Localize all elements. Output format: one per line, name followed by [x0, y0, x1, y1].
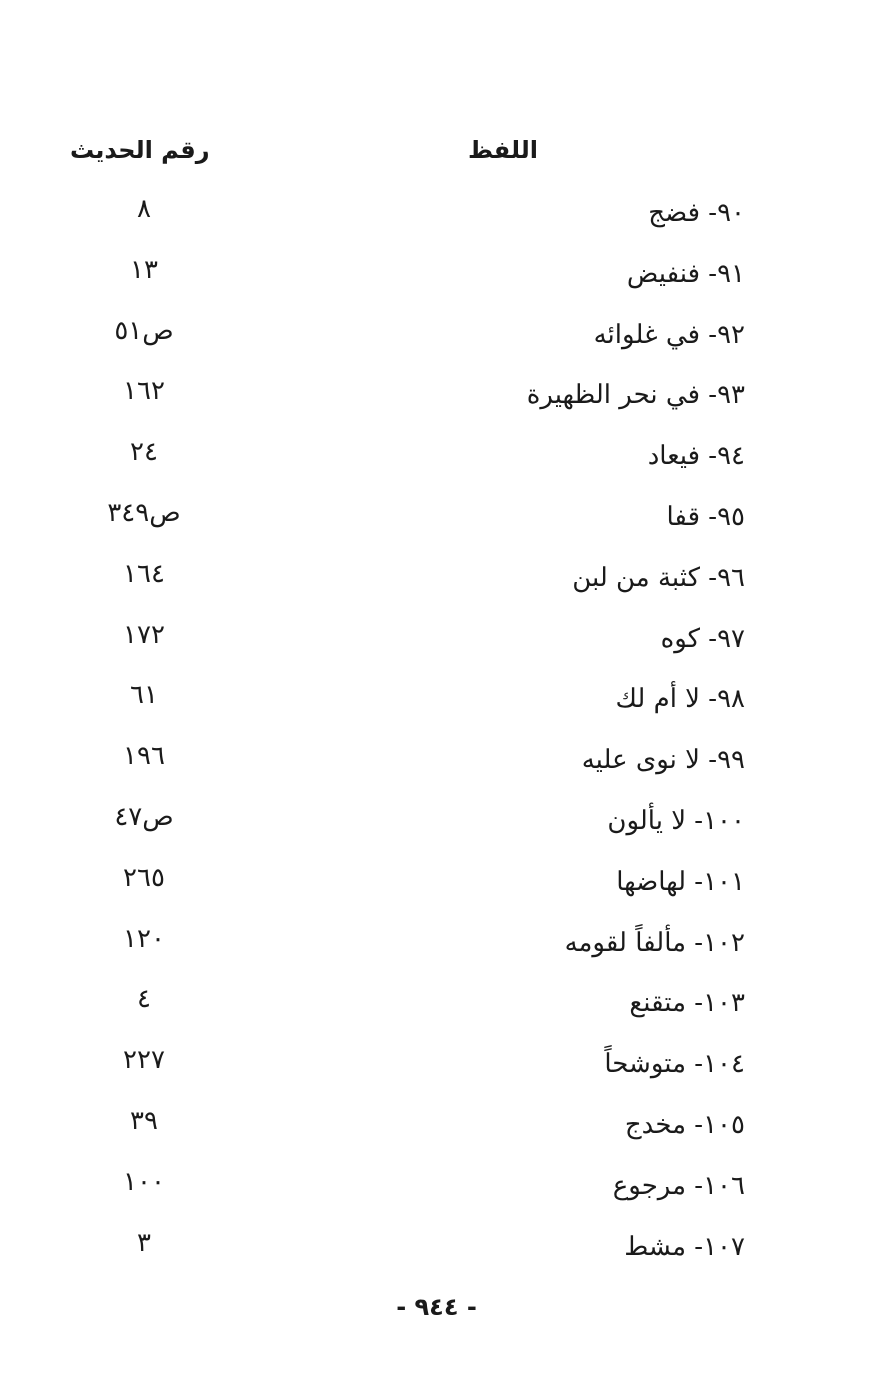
hadith-number: ٢٢٧	[123, 1045, 165, 1076]
index-term: ١٠١- لهاضها	[616, 866, 745, 897]
index-row	[0, 251, 873, 312]
index-list	[0, 190, 873, 1284]
index-term: ٩٠- فضج	[648, 198, 745, 228]
hadith-number: ٢٦٥	[123, 862, 165, 893]
hadith-number: ١٢٠	[123, 923, 165, 954]
index-row	[0, 190, 873, 251]
index-row	[0, 372, 873, 433]
index-term: ١٠٠- لا يألون	[607, 805, 745, 836]
index-row	[0, 616, 873, 677]
index-term: ١٠٤- متوشحاً	[604, 1049, 745, 1080]
hadith-number: ١٧٢	[123, 619, 165, 650]
index-term: ٩٨- لا أم لك	[615, 684, 745, 715]
index-row	[0, 1224, 873, 1285]
index-term: ٩٩- لا نوى عليه	[581, 745, 745, 776]
index-row	[0, 494, 873, 555]
index-row	[0, 980, 873, 1041]
index-term: ٩٤- فيعاد	[647, 441, 745, 472]
index-term: ١٠٥- مخدج	[624, 1109, 745, 1140]
index-row	[0, 1102, 873, 1163]
hadith-number: ٣٩	[130, 1105, 158, 1136]
index-row	[0, 920, 873, 981]
index-row	[0, 798, 873, 859]
index-row	[0, 737, 873, 798]
index-header	[0, 136, 873, 176]
index-row	[0, 312, 873, 373]
index-row	[0, 676, 873, 737]
hadith-number: ١٠٠	[123, 1166, 165, 1197]
hadith-number: ١٩٦	[123, 741, 165, 772]
hadith-number: ص٣٤٩	[107, 497, 181, 528]
word-column-heading: اللفظ	[467, 136, 538, 164]
index-term: ٩٧- كوه	[660, 623, 745, 654]
hadith-number-column-heading: رقم الحديث	[70, 136, 210, 164]
hadith-number: ٣	[137, 1227, 151, 1258]
index-row	[0, 1163, 873, 1224]
hadith-number: ٨	[137, 194, 151, 224]
index-row	[0, 433, 873, 494]
index-term: ٩٣- في نحر الظهيرة	[526, 380, 745, 411]
index-row	[0, 555, 873, 616]
index-term: ٩٢- في غلوائه	[593, 319, 745, 350]
hadith-number: ١٦٢	[123, 376, 165, 407]
index-term: ١٠٧- مشط	[624, 1231, 745, 1262]
hadith-number: ١٦٤	[123, 558, 165, 589]
hadith-number: ١٣	[130, 254, 158, 285]
index-term: ١٠٣- متقنع	[629, 988, 745, 1019]
index-term: ٩١- فنفيض	[626, 258, 745, 289]
index-term: ١٠٦- مرجوع	[612, 1170, 745, 1201]
index-row	[0, 1041, 873, 1102]
index-term: ١٠٢- مألفاً لقومه	[564, 927, 745, 958]
hadith-number: ٦١	[130, 680, 158, 711]
index-row	[0, 859, 873, 920]
hadith-number: ٤	[137, 984, 151, 1015]
hadith-number: ص٤٧	[114, 801, 174, 832]
hadith-number: ٢٤	[130, 437, 158, 468]
index-term: ٩٦- كثبة من لبن	[572, 562, 745, 593]
page-number: - ٩٤٤ -	[396, 1293, 477, 1321]
index-term: ٩٥- قفا	[666, 501, 745, 532]
hadith-number: ص٥١	[114, 315, 174, 346]
